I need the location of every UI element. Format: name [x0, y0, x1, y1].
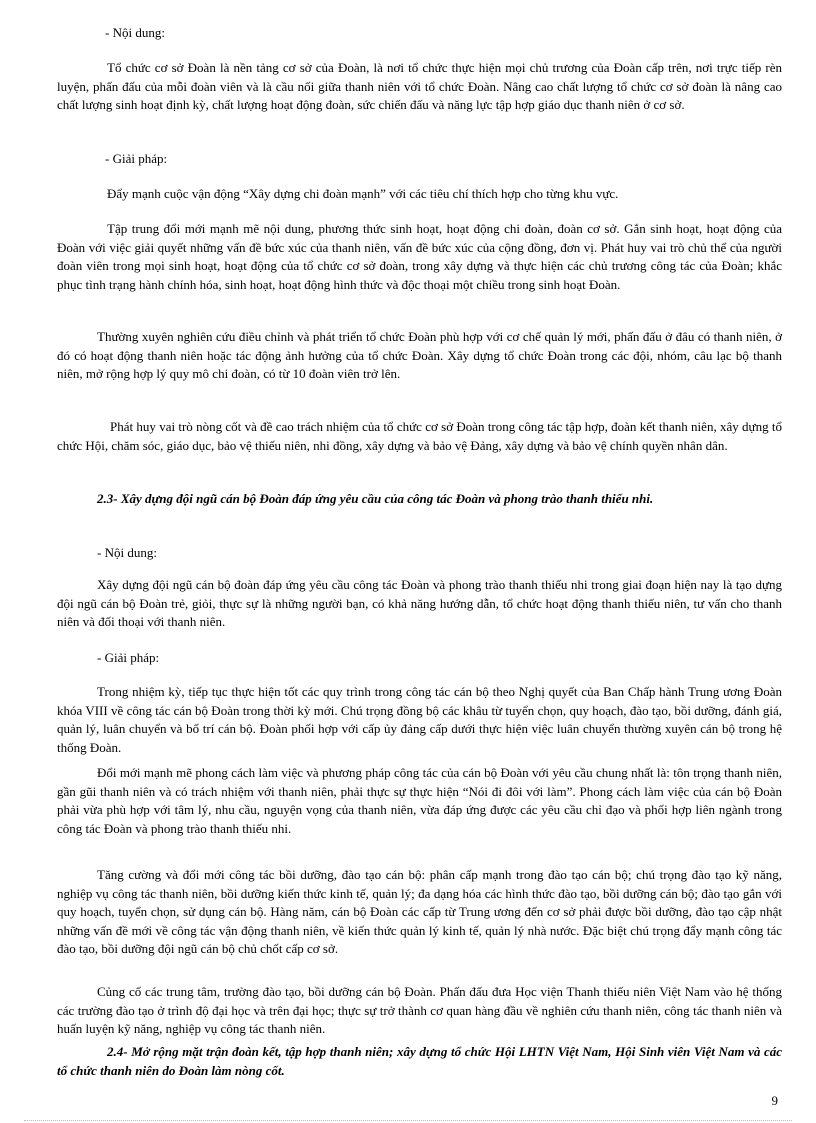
subheading-content: - Nội dung: [105, 25, 165, 40]
body-paragraph: Tăng cường và đổi mới công tác bồi dưỡng, đào tạo cán bộ: phân cấp mạnh trong đào tạo cán bộ; chú trọng đào tạo kỹ năng, nghiệp vụ công tác thanh niên, bồi dưỡng kiến thức kinh tế, quản lý; đa dạng hóa các hình thức đào tạo, bồi dưỡng cán bộ; đào tạo gắn với quy hoạch, tuyển chọn, sử dụng cán bộ. Hàng năm, cán bộ Đoàn các cấp từ Trung ương đến cơ sở phải được bồi dưỡng, đào tạo cập nhật những vấn đề mới về công tác vận động thanh niên, về kiến thức quản lý kinh tế, quản lý nhà nước. Đặc biệt chú trọng đẩy mạnh công tác đào tạo, bồi dưỡng đội ngũ cán bộ chủ chốt cấp cơ sở. [57, 867, 782, 956]
body-paragraph: Đổi mới mạnh mẽ phong cách làm việc và phương pháp công tác của cán bộ Đoàn với yêu cầu chung nhất là: tôn trọng thanh niên, gần gũi thanh niên và có trách nhiệm với thanh niên, phải thực sự thực hiện “Nói đi đôi với làm”. Phong cách làm việc của cán bộ Đoàn phải vừa phù hợp với tâm lý, nhu cầu, nguyện vọng của thanh niên, vừa đáp ứng được các yêu cầu chỉ đạo và phối hợp liên ngành trong công tác Đoàn và phong trào thanh thiếu nhi. [57, 765, 782, 836]
body-paragraph: Tập trung đổi mới mạnh mẽ nội dung, phương thức sinh hoạt, hoạt động chi đoàn, đoàn cơ sở. Gắn sinh hoạt, hoạt động của Đoàn với việc giải quyết những vấn đề bức xúc của thanh niên, vấn đề bức xúc của cộng đồng, đơn vị. Phát huy vai trò chủ thể của người đoàn viên trong mọi sinh hoạt, hoạt động của tổ chức cơ sở đoàn, trong xây dựng và thực hiện các chủ trương công tác của Đoàn; khắc phục tình trạng hành chính hóa, sinh hoạt, hoạt động hình thức và độc thoại một chiều trong sinh hoạt Đoàn. [57, 221, 782, 292]
body-paragraph: Trong nhiệm kỳ, tiếp tục thực hiện tốt các quy trình trong công tác cán bộ theo Nghị quyết của Ban Chấp hành Trung ương Đoàn khóa VIII về công tác cán bộ Đoàn trong thời kỳ mới. Chú trọng đồng bộ các khâu từ tuyển chọn, quy hoạch, đào tạo, bồi dưỡng, đánh giá, quản lý, luân chuyển và bố trí cán bộ. Đoàn phối hợp với cấp ủy đảng cấp dưới thực hiện việc luân chuyển thường xuyên cán bộ trong hệ thống Đoàn. [57, 684, 782, 755]
body-paragraph: Củng cố các trung tâm, trường đào tạo, bồi dưỡng cán bộ Đoàn. Phấn đấu đưa Học viện Thanh thiếu niên Việt Nam vào hệ thống các trường đào tạo ở trình độ đại học và trên đại học; thực sự trở thành cơ quan hàng đầu về nghiên cứu thanh niên, công tác thanh niên và huấn luyện kỹ năng, nghiệp vụ công tác thanh niên. [57, 984, 782, 1036]
page-number: 9 [771, 1093, 778, 1108]
footer-divider [24, 1120, 792, 1121]
body-paragraph: Tổ chức cơ sở Đoàn là nền tảng cơ sở của Đoàn, là nơi tổ chức thực hiện mọi chủ trương của Đoàn cấp trên, nơi trực tiếp rèn luyện, phấn đấu của mỗi đoàn viên và là cầu nối giữa thanh niên với tổ chức Đoàn. Nâng cao chất lượng tổ chức cơ sở đoàn là nâng cao chất lượng sinh hoạt định kỳ, chất lượng hoạt động đoàn, sức chiến đấu và năng lực tập hợp giáo dục thanh niên ở cơ sở. [57, 60, 782, 112]
subheading-content: - Nội dung: [97, 545, 157, 560]
subheading-solution: - Giải pháp: [97, 650, 160, 665]
section-heading-2-4: 2.4- Mở rộng mặt trận đoàn kết, tập hợp thanh niên; xây dựng tổ chức Hội LHTN Việt Nam, Hội Sinh viên Việt Nam và các tổ chức thanh niên do Đoàn làm nòng cốt. [57, 1044, 782, 1078]
body-paragraph: Phát huy vai trò nòng cốt và đề cao trách nhiệm của tổ chức cơ sở Đoàn trong công tác tập hợp, đoàn kết thanh niên, xây dựng tổ chức Hội, chăm sóc, giáo dục, bảo vệ thiếu niên, nhi đồng, xây dựng và bảo vệ Đảng, xây dựng và bảo vệ chính quyền nhân dân. [57, 419, 782, 453]
section-heading-2-3: 2.3- Xây dựng đội ngũ cán bộ Đoàn đáp ứng yêu cầu của công tác Đoàn và phong trào thanh thiếu nhi. [97, 491, 654, 506]
body-paragraph: Thường xuyên nghiên cứu điều chỉnh và phát triển tổ chức Đoàn phù hợp với cơ chế quản lý mới, phấn đấu ở đâu có thanh niên, ở đó có hoạt động thanh niên hoặc tác động ảnh hưởng của tổ chức Đoàn. Xây dựng tổ chức Đoàn trong các đội, nhóm, câu lạc bộ thanh niên, mở rộng hợp lý quy mô chi đoàn, có từ 10 đoàn viên trở lên. [57, 329, 782, 381]
body-paragraph: Đẩy mạnh cuộc vận động “Xây dựng chi đoàn mạnh” với các tiêu chí thích hợp cho từng khu vực. [107, 186, 619, 201]
subheading-solution: - Giải pháp: [105, 151, 168, 166]
body-paragraph: Xây dựng đội ngũ cán bộ đoàn đáp ứng yêu cầu công tác Đoàn và phong trào thanh thiếu nhi trong giai đoạn hiện nay là tạo dựng đội ngũ cán bộ Đoàn trẻ, giỏi, thực sự là những người bạn, có khả năng hướng dẫn, tổ chức hoạt động thanh thiếu niên, tư vấn cho thanh niên và đối thoại với thanh niên. [57, 577, 782, 629]
